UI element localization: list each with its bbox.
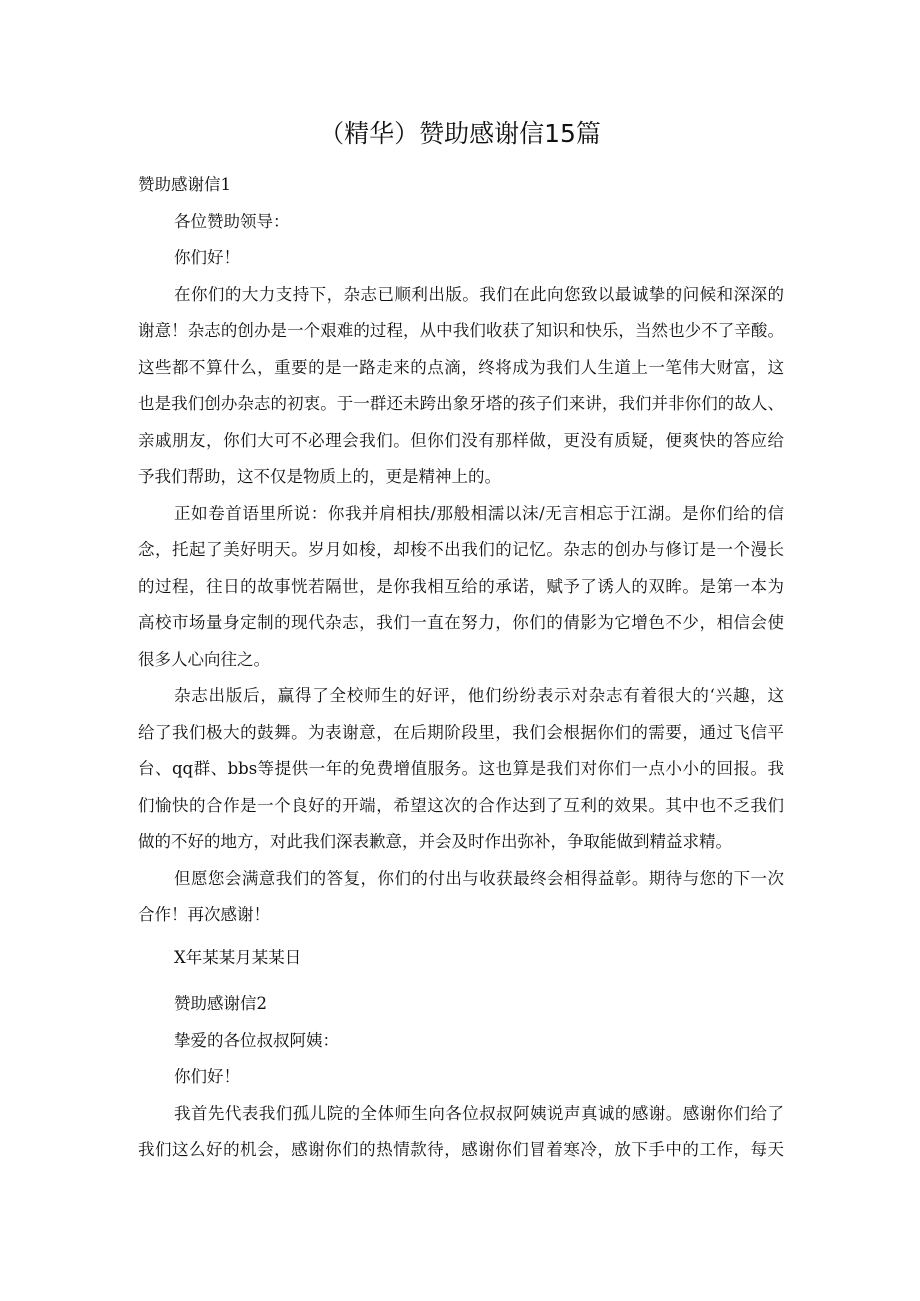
- letter-date: X年某某月某某日: [174, 947, 302, 967]
- paragraph-line: 我们这么好的机会，感谢你们的热情款待，感谢你们冒着寒冷，放下手中的工作，每天: [138, 1140, 784, 1159]
- letter-heading: 赞助感谢信1: [138, 175, 231, 194]
- paragraph-line: 亲戚朋友，你们大可不必理会我们。但你们没有那样做，更没有质疑，便爽快的答应给: [138, 430, 784, 450]
- letter-salutation: 各位赞助领导：: [174, 211, 290, 231]
- paragraph-line: 台、qq群、bbs等提供一年的免费增值服务。这也算是我们对你们一点小小的回报。我: [138, 759, 784, 778]
- document-title: （精华）赞助感谢信15篇: [319, 119, 601, 148]
- paragraph-line: 很多人心向往之。: [138, 649, 270, 669]
- document-body: [138, 167, 784, 1169]
- letter-heading: 赞助感谢信2: [174, 994, 267, 1013]
- paragraph-line: 也是我们创办杂志的初衷。于一群还未跨出象牙塔的孩子们来讲，我们并非你们的故人、: [138, 394, 784, 413]
- paragraph-line: 的过程，往日的故事恍若隔世，是你我相互给的承诺，赋予了诱人的双眸。是第一本为: [138, 576, 784, 596]
- letter-greeting: 你们好！: [174, 1067, 240, 1086]
- paragraph-line: 正如卷首语里所说：你我并肩相扶/那般相濡以沫/无言相忘于江湖。是你们给的信: [174, 503, 784, 523]
- paragraph-line: 们愉快的合作是一个良好的开端，希望这次的合作达到了互利的效果。其中也不乏我们: [138, 795, 784, 815]
- paragraph-line: 杂志出版后，赢得了全校师生的好评，他们纷纷表示对杂志有着很大的‘兴趣，这: [174, 686, 784, 705]
- paragraph-line: 予我们帮助，这不仅是物质上的，更是精神上的。: [138, 467, 501, 486]
- paragraph-line: 合作！再次感谢！: [138, 905, 270, 924]
- letter-salutation: 挚爱的各位叔叔阿姨：: [174, 1030, 339, 1050]
- paragraph-line: 这些都不算什么，重要的是一路走来的点滴，终将成为我们人生道上一笔伟大财富，这: [138, 357, 784, 377]
- paragraph-line: 谢意！杂志的创办是一个艰难的过程，从中我们收获了知识和快乐，当然也少不了辛酸。: [138, 321, 784, 340]
- paragraph-line: 我首先代表我们孤儿院的全体师生向各位叔叔阿姨说声真诚的感谢。感谢你们给了: [174, 1103, 784, 1123]
- paragraph-line: 在你们的大力支持下，杂志已顺利出版。我们在此向您致以最诚挚的问候和深深的: [174, 284, 784, 304]
- paragraph-line: 但愿您会满意我们的答复，你们的付出与收获最终会相得益彰。期待与您的下一次: [174, 868, 784, 888]
- paragraph-line: 给了我们极大的鼓舞。为表谢意，在后期阶段里，我们会根据你们的需要，通过飞信平: [138, 722, 784, 742]
- paragraph-line: 做的不好的地方，对此我们深表歉意，并会及时作出弥补，争取能做到精益求精。: [138, 832, 732, 851]
- letter-greeting: 你们好！: [174, 248, 240, 267]
- paragraph-line: 高校市场量身定制的现代杂志，我们一直在努力，你们的倩影为它增色不少，相信会使: [138, 613, 784, 632]
- paragraph-line: 念，托起了美好明天。岁月如梭，却梭不出我们的记忆。杂志的创办与修订是一个漫长: [138, 540, 784, 559]
